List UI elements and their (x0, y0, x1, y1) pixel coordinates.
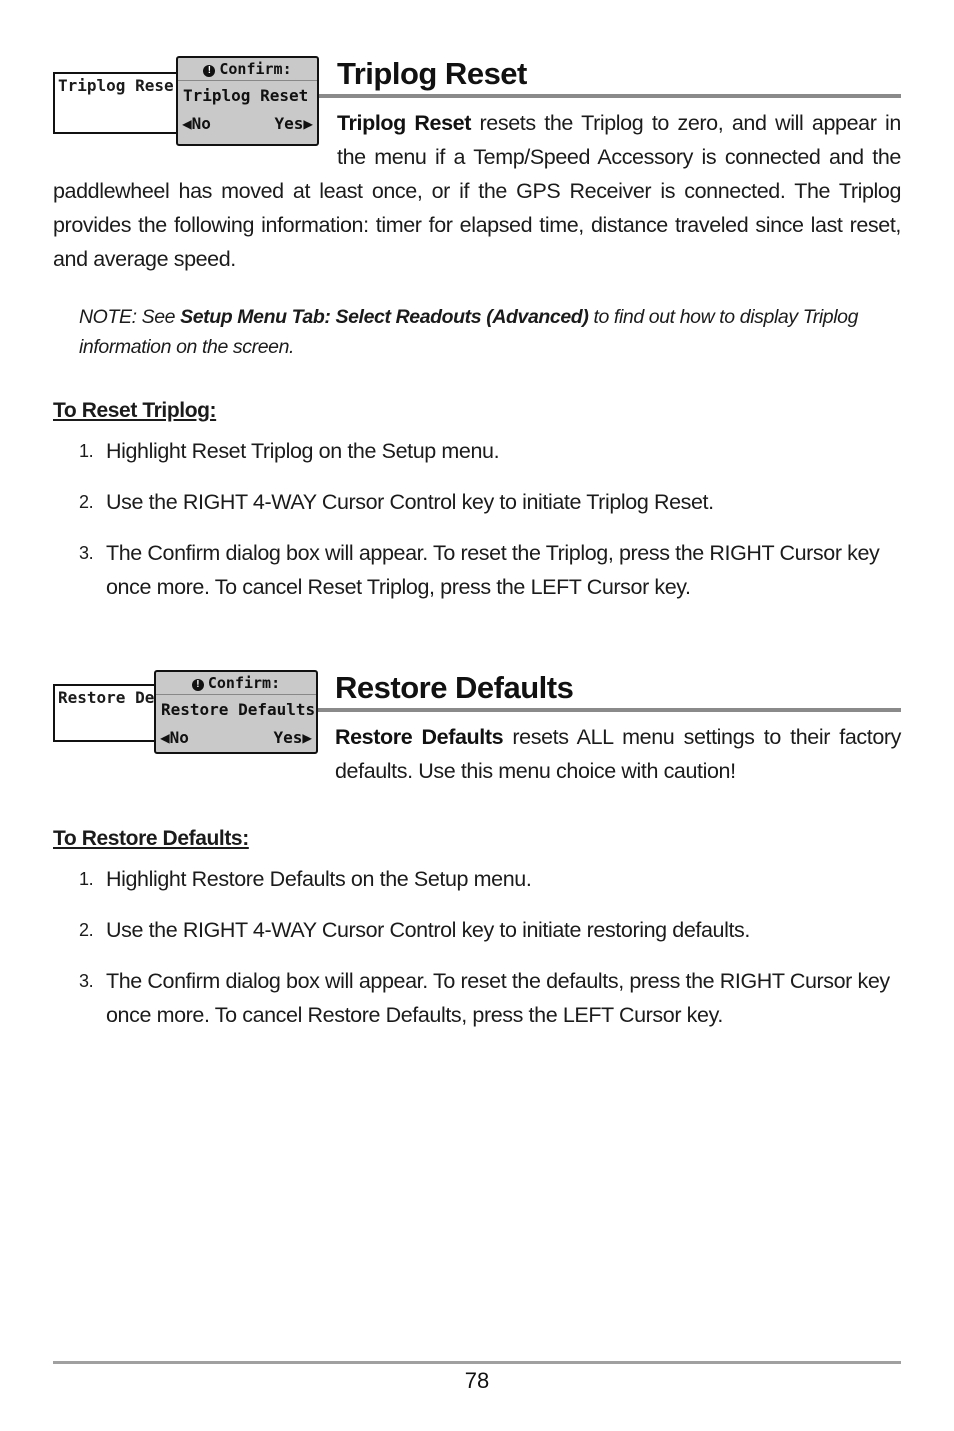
step-number: 3. (79, 971, 94, 991)
triplog-reset-section (53, 54, 901, 621)
note-reference: Setup Menu Tab: Select Readouts (Advanced) (180, 306, 589, 328)
list-item (79, 862, 901, 896)
menu-item-box (53, 72, 186, 134)
right-arrow-icon: ▶ (303, 114, 313, 133)
list-item (79, 434, 901, 468)
confirm-dialog-actions (156, 725, 316, 751)
menu-item-label: Triplog Rese (58, 76, 174, 95)
intro-text: resets ALL menu settings to their factory defaults. Use this menu choice with caution! (335, 725, 901, 783)
step-text: Highlight Restore Defaults on the Setup menu. (106, 867, 532, 891)
no-label: No (169, 728, 189, 747)
left-arrow-icon: ◀ (182, 114, 192, 133)
intro-term: Restore Defaults (335, 725, 504, 749)
confirm-dialog-body: Triplog Reset (183, 86, 309, 105)
confirm-dialog (154, 670, 318, 754)
list-item (79, 536, 901, 604)
menu-item-box (53, 684, 161, 742)
yes-label: Yes (273, 728, 303, 747)
confirm-dialog-actions (178, 111, 317, 137)
step-text: Use the RIGHT 4-WAY Cursor Control key to initiate restoring defaults. (106, 918, 750, 942)
note-prefix: NOTE: See (79, 306, 181, 328)
section-heading: Triplog Reset (53, 54, 901, 98)
menu-item-label: Restore De (58, 688, 155, 707)
section-heading: Restore Defaults (53, 668, 901, 712)
alert-icon: ! (192, 679, 204, 691)
list-item (79, 485, 901, 519)
triplog-reset-screen-illustration (53, 54, 319, 154)
alert-icon: ! (203, 65, 215, 77)
list-item (79, 913, 901, 947)
confirm-dialog-header (156, 672, 316, 695)
yes-label: Yes (274, 114, 304, 133)
confirm-dialog-title: Confirm: (219, 60, 292, 78)
step-text: Use the RIGHT 4-WAY Cursor Control key to initiate Triplog Reset. (106, 490, 714, 514)
procedure-steps (53, 434, 901, 604)
no-label: No (191, 114, 211, 133)
note-suffix: to find out how to display Triplog information on the screen. (79, 306, 859, 358)
confirm-dialog-header (178, 58, 317, 81)
confirm-dialog (176, 56, 319, 146)
no-option (160, 725, 189, 751)
step-text: The Confirm dialog box will appear. To reset the defaults, press the RIGHT Cursor key once more. To cancel Restore Defaults, press the LEFT Cursor key. (106, 969, 890, 1027)
right-arrow-icon: ▶ (302, 728, 312, 747)
procedure-heading: To Reset Triplog: (53, 399, 217, 422)
restore-defaults-screen-illustration (53, 668, 317, 760)
procedure-steps (53, 862, 901, 1032)
no-option (182, 111, 211, 137)
confirm-dialog-title: Confirm: (207, 674, 281, 692)
step-number: 1. (79, 441, 94, 461)
footer-divider (53, 1361, 901, 1364)
step-text: The Confirm dialog box will appear. To reset the Triplog, press the RIGHT Cursor key once more. To cancel Reset Triplog, press the LEFT Cursor key. (106, 541, 880, 599)
yes-option (273, 725, 312, 751)
intro-term: Triplog Reset (337, 111, 471, 135)
step-number: 2. (79, 492, 94, 512)
note (79, 302, 901, 362)
restore-defaults-section (53, 668, 901, 1049)
confirm-dialog-body: Restore Defaults (161, 700, 316, 719)
step-number: 3. (79, 543, 94, 563)
step-text: Highlight Reset Triplog on the Setup menu. (106, 439, 500, 463)
list-item (79, 964, 901, 1032)
left-arrow-icon: ◀ (160, 728, 170, 747)
yes-option (274, 111, 313, 137)
intro-text: resets the Triplog to zero, and will appear in the menu if a Temp/Speed Accessory is connected and the paddlewheel has moved at least once, or if the GPS Receiver is connected. The Triplog provides the following information: timer for elapsed time, distance traveled since last reset, and average speed. (53, 111, 901, 271)
step-number: 2. (79, 920, 94, 940)
page-number: 78 (464, 1368, 490, 1393)
step-number: 1. (79, 869, 94, 889)
procedure-heading: To Restore Defaults: (53, 827, 249, 850)
